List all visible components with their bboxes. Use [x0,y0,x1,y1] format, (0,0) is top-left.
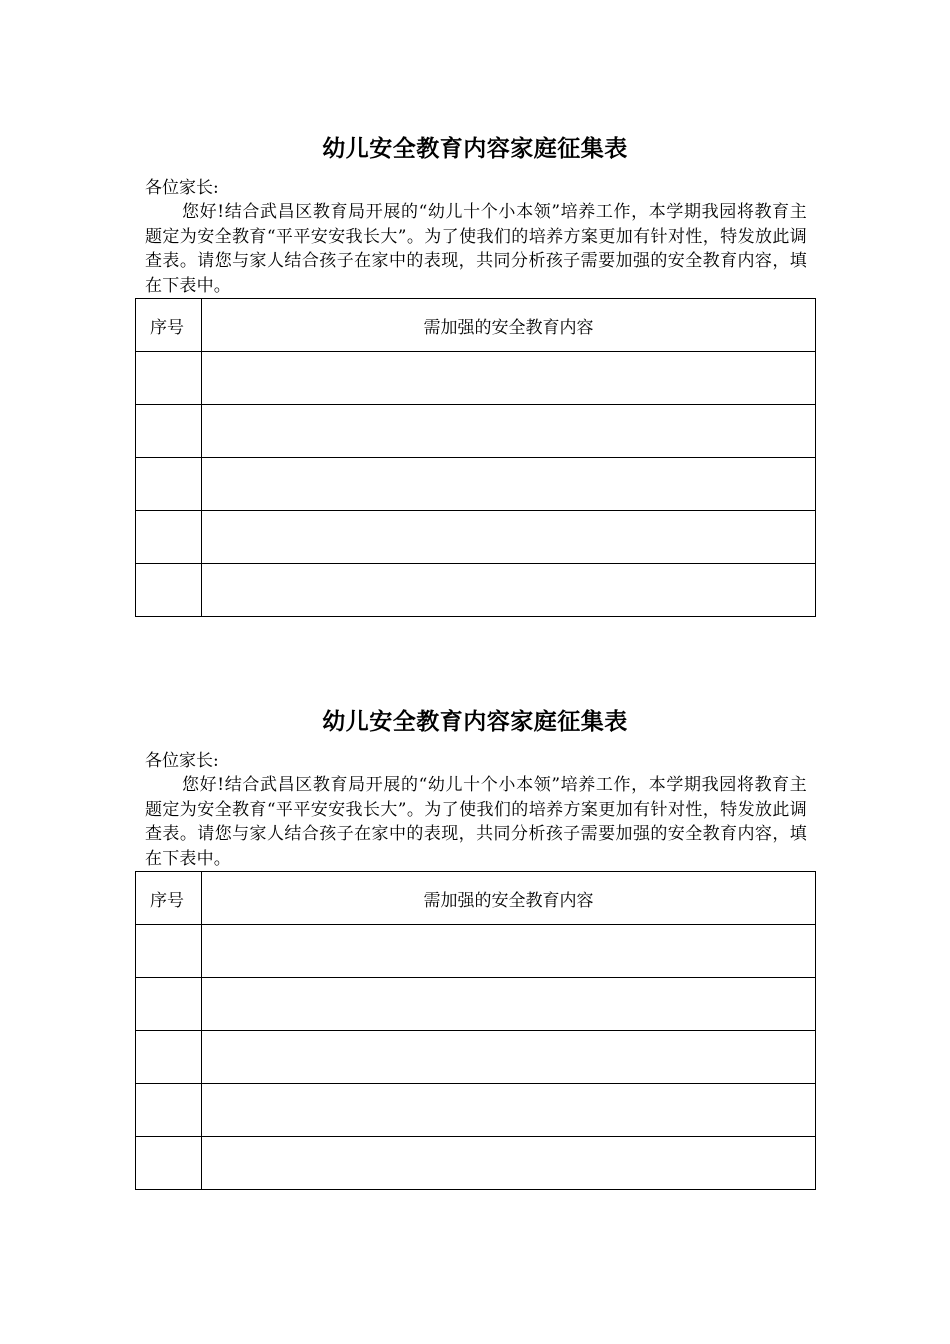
table-row [136,352,816,405]
survey-table [135,871,816,1190]
number-cell[interactable] [136,458,202,511]
content-cell[interactable] [202,405,816,458]
intro-paragraph: 您好!结合武昌区教育局开展的“幼儿十个小本领”培养工作，本学期我园将教育主题定为安全教育“平平安安我长大”。为了使我们的培养方案更加有针对性，特发放此调查表。请您与家人结合孩子在家中的表现，共同分析孩子需要加强的安全教育内容，填在下表中。 [145,775,807,869]
content-cell[interactable] [202,564,816,617]
survey-table [135,298,816,617]
number-cell[interactable] [136,925,202,978]
column-header-content: 需加强的安全教育内容 [202,872,816,925]
survey-form-2 [0,705,950,911]
content-cell[interactable] [202,458,816,511]
content-cell[interactable] [202,352,816,405]
table-row [136,978,816,1031]
number-cell[interactable] [136,511,202,564]
number-cell[interactable] [136,352,202,405]
content-cell[interactable] [202,978,816,1031]
column-header-number: 序号 [136,872,202,925]
column-header-content: 需加强的安全教育内容 [202,299,816,352]
table-row [136,1031,816,1084]
intro-paragraph: 您好!结合武昌区教育局开展的“幼儿十个小本领”培养工作，本学期我园将教育主题定为安全教育“平平安安我长大”。为了使我们的培养方案更加有针对性，特发放此调查表。请您与家人结合孩子在家中的表现，共同分析孩子需要加强的安全教育内容，填在下表中。 [145,202,807,296]
number-cell[interactable] [136,405,202,458]
table-row [136,458,816,511]
content-cell[interactable] [202,1137,816,1190]
survey-form-1 [0,132,950,338]
form-title: 幼儿安全教育内容家庭征集表 [322,709,628,735]
table-row [136,564,816,617]
table-row [136,925,816,978]
table-header-row [136,872,816,925]
number-cell[interactable] [136,564,202,617]
number-cell[interactable] [136,1031,202,1084]
table-row [136,1137,816,1190]
form-title: 幼儿安全教育内容家庭征集表 [322,136,628,162]
content-cell[interactable] [202,925,816,978]
number-cell[interactable] [136,978,202,1031]
number-cell[interactable] [136,1084,202,1137]
table-row [136,405,816,458]
table-row [136,511,816,564]
number-cell[interactable] [136,1137,202,1190]
content-cell[interactable] [202,1084,816,1137]
content-cell[interactable] [202,511,816,564]
table-header-row [136,299,816,352]
column-header-number: 序号 [136,299,202,352]
content-cell[interactable] [202,1031,816,1084]
table-row [136,1084,816,1137]
greeting: 各位家长: [145,178,219,198]
greeting: 各位家长: [145,751,219,771]
